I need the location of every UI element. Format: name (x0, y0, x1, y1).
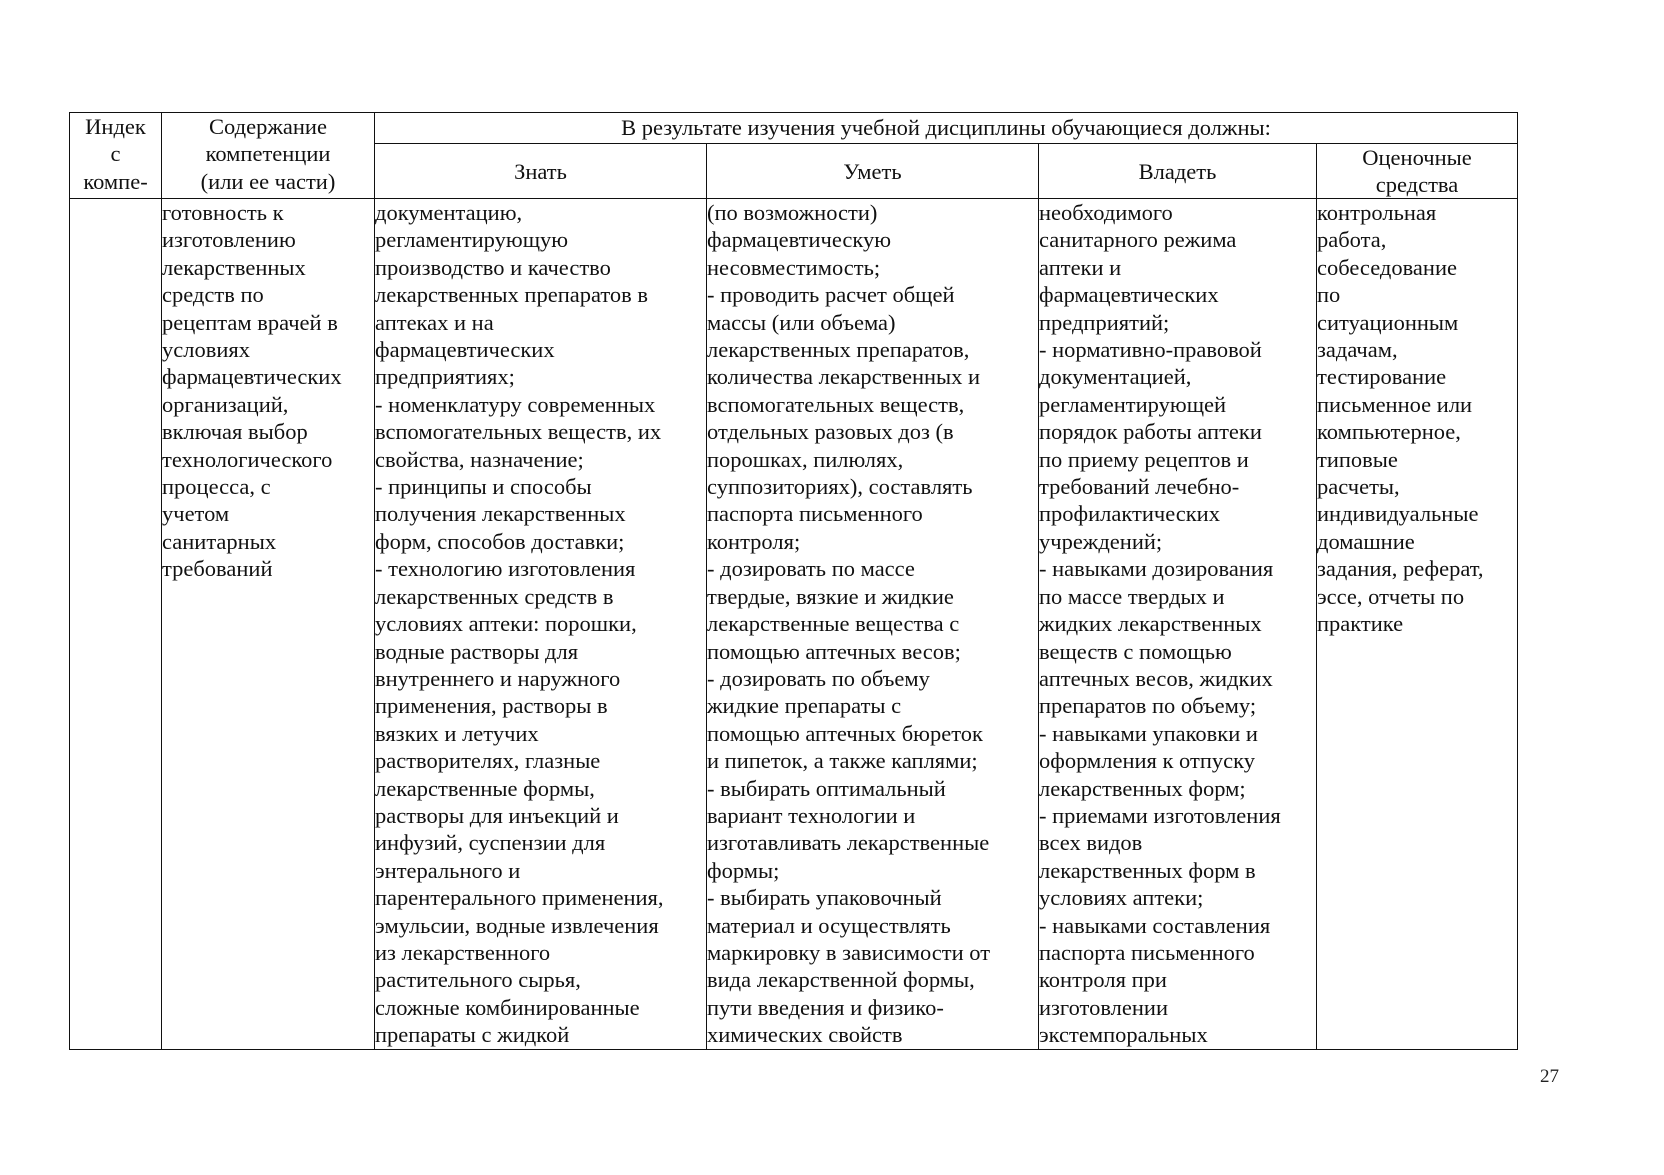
cell-index (70, 199, 162, 1050)
cell-possess: необходимого санитарного режима аптеки и фармацевтических предприятий; - нормативно-правовой документацией, регламентирующей порядок работы аптеки по приему рецептов и требований лечебно- профилактических учреждений; - навыками дозирования по массе твердых и жидких лекарственных веществ с помощью аптечных весов, жидких препаратов по объему; - навыками упаковки и оформления к отпуску лекарственных форм; - приемами изготовления всех видов лекарственных форм в условиях аптеки; - навыками составления паспорта письменного контроля при изготовлении экстемпоральных (1039, 199, 1317, 1050)
cell-able: (по возможности) фармацевтическую несовместимость; - проводить расчет общей массы (или объема) лекарственных препаратов, количества лекарственных и вспомогательных веществ, отдельных разовых доз (в порошках, пилюлях, суппозиториях), составлять паспорта письменного контроля; - дозировать по массе твердые, вязкие и жидкие лекарственные вещества с помощью аптечных весов; - дозировать по объему жидкие препараты с помощью аптечных бюреток и пипеток, а также каплями; - выбирать оптимальный вариант технологии и изготавливать лекарственные формы; - выбирать упаковочный материал и осуществлять маркировку в зависимости от вида лекарственной формы, пути введения и физико- химических свойств (707, 199, 1039, 1050)
table-row (70, 199, 1518, 1050)
cell-content: готовность к изготовлению лекарственных средств по рецептам врачей в условиях фармацевтических организаций, включая выбор технологического процесса, с учетом санитарных требований (162, 199, 375, 1050)
cell-assessment: контрольная работа, собеседование по ситуационным задачам, тестирование письменное или компьютерное, типовые расчеты, индивидуальные домашние задания, реферат, эссе, отчеты по практике (1317, 199, 1518, 1050)
header-assessment: Оценочные средства (1317, 144, 1518, 199)
header-possess: Владеть (1039, 144, 1317, 199)
header-results-group: В результате изучения учебной дисциплины обучающиеся должны: (375, 113, 1518, 144)
cell-know: документацию, регламентирующую производство и качество лекарственных препаратов в аптеках и на фармацевтических предприятиях; - номенклатуру современных вспомогательных веществ, их свойства, назначение; - принципы и способы получения лекарственных форм, способов доставки; - технологию изготовления лекарственных средств в условиях аптеки: порошки, водные растворы для внутреннего и наружного применения, растворы в вязких и летучих растворителях, глазные лекарственные формы, растворы для инъекций и инфузий, суспензии для энтерального и парентерального применения, эмульсии, водные извлечения из лекарственного растительного сырья, сложные комбинированные препараты с жидкой (375, 199, 707, 1050)
competence-table (69, 112, 1518, 1050)
header-able: Уметь (707, 144, 1039, 199)
header-content: Содержание компетенции (или ее части) (162, 113, 375, 199)
page-number: 27 (1540, 1066, 1559, 1087)
header-know: Знать (375, 144, 707, 199)
header-index: Индек с компе- (70, 113, 162, 199)
header-row-top (70, 113, 1518, 144)
